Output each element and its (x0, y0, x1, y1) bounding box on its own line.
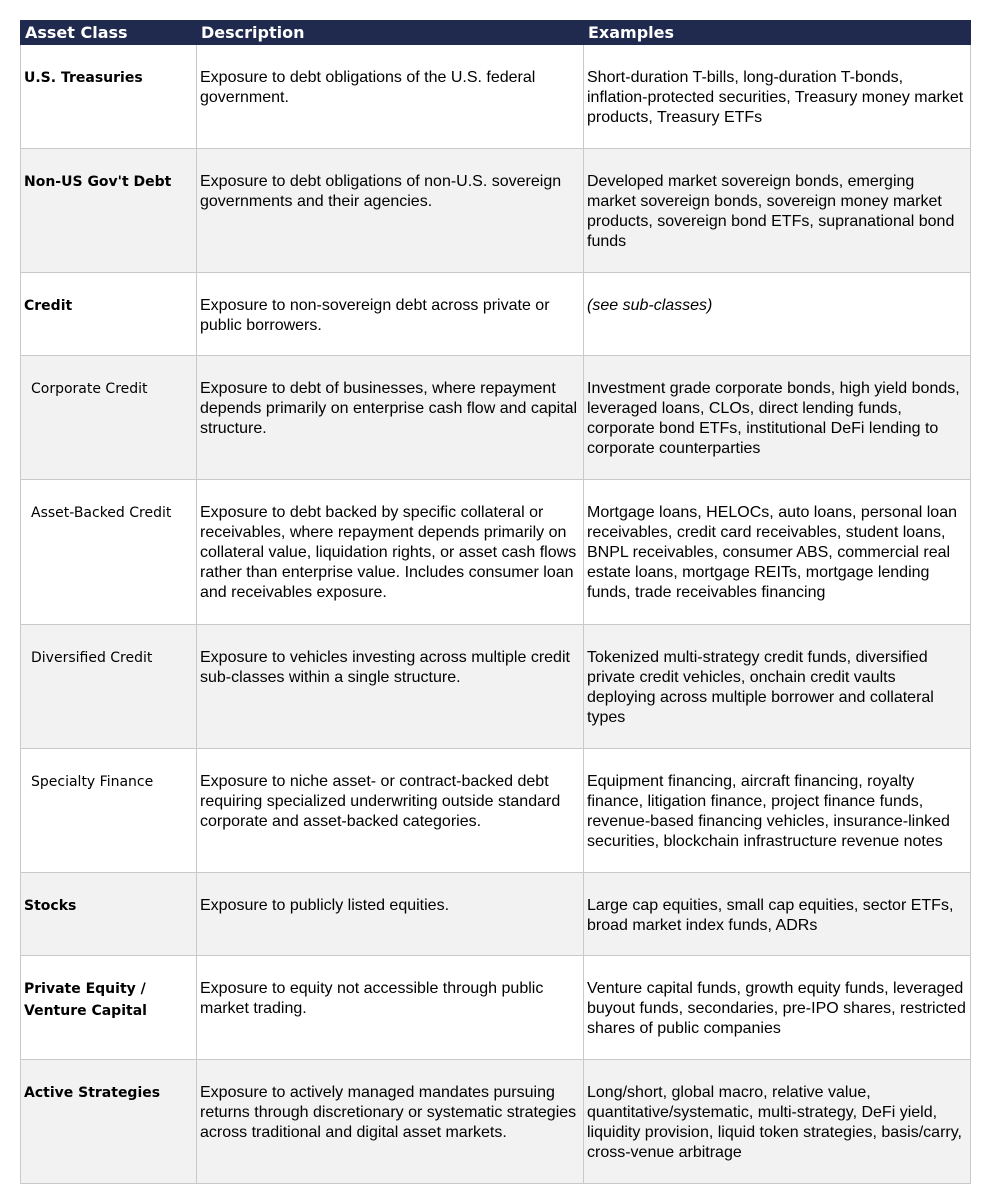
asset-class-cell: Corporate Credit (21, 356, 197, 480)
asset-class-cell: Active Strategies (21, 1060, 197, 1184)
asset-class-cell: Asset-Backed Credit (21, 480, 197, 625)
description-cell: Exposure to debt backed by specific collateral or receivables, where repayment depends primarily on collateral value, liquidation rights, or asset cash flows rather than enterprise value. Includes consumer loan and receivables exposure. (197, 480, 584, 625)
examples-cell: Short-duration T-bills, long-duration T-bonds, inflation-protected securities, Treasury money market products, Treasury ETFs (584, 45, 971, 149)
examples-cell: Venture capital funds, growth equity funds, leveraged buyout funds, secondaries, pre-IPO shares, restricted shares of public companies (584, 956, 971, 1060)
table-row-asset-backed-credit (21, 480, 971, 625)
examples-cell: (see sub-classes) (584, 273, 971, 356)
asset-class-cell: Credit (21, 273, 197, 356)
description-cell: Exposure to vehicles investing across multiple credit sub-classes within a single structure. (197, 625, 584, 749)
asset-class-table-container (20, 20, 970, 1184)
description-cell: Exposure to niche asset- or contract-backed debt requiring specialized underwriting outside standard corporate and asset-backed categories. (197, 749, 584, 873)
header-description: Description (197, 21, 584, 45)
examples-cell: Mortgage loans, HELOCs, auto loans, personal loan receivables, credit card receivables, student loans, BNPL receivables, consumer ABS, commercial real estate loans, mortgage REITs, mortgage lending funds, trade receivables financing (584, 480, 971, 625)
asset-class-cell: U.S. Treasuries (21, 45, 197, 149)
table-row-private-equity (21, 956, 971, 1060)
table-row-credit (21, 273, 971, 356)
table-row-active-strategies (21, 1060, 971, 1184)
header-examples: Examples (584, 21, 971, 45)
description-cell: Exposure to non-sovereign debt across private or public borrowers. (197, 273, 584, 356)
asset-class-cell: Stocks (21, 873, 197, 956)
examples-cell: Large cap equities, small cap equities, sector ETFs, broad market index funds, ADRs (584, 873, 971, 956)
table-row-specialty-finance (21, 749, 971, 873)
asset-class-cell: Non-US Gov't Debt (21, 149, 197, 273)
table-header (21, 21, 971, 45)
description-cell: Exposure to debt obligations of non-U.S. sovereign governments and their agencies. (197, 149, 584, 273)
table-row-us-treasuries (21, 45, 971, 149)
table-row-corporate-credit (21, 356, 971, 480)
asset-class-cell: Private Equity / Venture Capital (21, 956, 197, 1060)
description-cell: Exposure to debt of businesses, where repayment depends primarily on enterprise cash flow and capital structure. (197, 356, 584, 480)
asset-class-cell: Specialty Finance (21, 749, 197, 873)
examples-cell: Developed market sovereign bonds, emerging market sovereign bonds, sovereign money market products, sovereign bond ETFs, supranational bond funds (584, 149, 971, 273)
examples-cell: Equipment financing, aircraft financing, royalty finance, litigation finance, project finance funds, revenue-based financing vehicles, insurance-linked securities, blockchain infrastructure revenue notes (584, 749, 971, 873)
header-row (21, 21, 971, 45)
table-row-stocks (21, 873, 971, 956)
description-cell: Exposure to actively managed mandates pursuing returns through discretionary or systematic strategies across traditional and digital asset markets. (197, 1060, 584, 1184)
asset-class-cell: Diversified Credit (21, 625, 197, 749)
description-cell: Exposure to debt obligations of the U.S. federal government. (197, 45, 584, 149)
description-cell: Exposure to publicly listed equities. (197, 873, 584, 956)
header-asset-class: Asset Class (21, 21, 197, 45)
examples-cell: Tokenized multi-strategy credit funds, diversified private credit vehicles, onchain credit vaults deploying across multiple borrower and collateral types (584, 625, 971, 749)
description-cell: Exposure to equity not accessible through public market trading. (197, 956, 584, 1060)
examples-cell: Investment grade corporate bonds, high yield bonds, leveraged loans, CLOs, direct lending funds, corporate bond ETFs, institutional DeFi lending to corporate counterparties (584, 356, 971, 480)
table-row-non-us-govt-debt (21, 149, 971, 273)
asset-class-table (20, 20, 971, 1184)
table-row-diversified-credit (21, 625, 971, 749)
table-body (21, 45, 971, 1184)
examples-cell: Long/short, global macro, relative value, quantitative/systematic, multi-strategy, DeFi yield, liquidity provision, liquid token strategies, basis/carry, cross-venue arbitrage (584, 1060, 971, 1184)
